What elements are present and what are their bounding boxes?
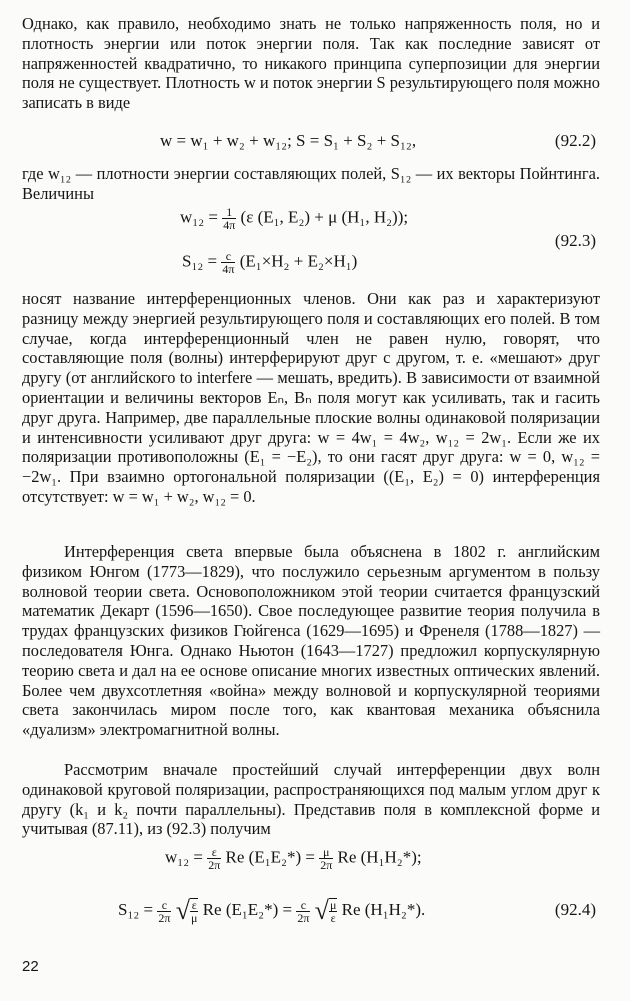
equation-92-2-body: w = w₁ + w₂ + w₁₂; S = S₁ + S₂ + S₁₂, [160,131,417,150]
paragraph-poynting: где w₁₂ — плотности энергии составляющих полей, S₁₂ — их векторы Пойнтинга. Величины [22,164,600,203]
fraction-mu-over-2pi: $\frac{\mu}{2\pi}$ [320,845,333,872]
equation-92-3-row2 [182,250,357,275]
equation-92-4-row2: S₁₂ = $\frac{c}{2\pi}$ √ $\frac{\varepsilon}{\mu}$ Re (E₁E₂*) = $\frac{c}{2\pi}$ √ $\frac{\mu}{\varepsilon}$ Re (H₁H₂*). [118,896,426,925]
paragraph-energy-intro: Однако, как правило, необходимо знать не только напряженность поля, но и плотность энергии или поток энергии поля. Так как последние зависят от напряженностей квадратично, то никакого принципа суперпозиции для энергии поля не существует. Плотность w и поток энергии S результирующего поля можно записать в виде [22,14,600,113]
eq-92-3-rhs-s12: (E₁×H₂ + E₂×H₁) [239,251,358,271]
equation-92-3-row1 [180,206,408,231]
equation-92-4-number: (92.4) [554,900,596,919]
equation-92-4-row1: w₁₂ = $\frac{\varepsilon}{2\pi}$ Re (E₁E₂*) = $\frac{\mu}{2\pi}$ Re (H₁H₂*); [165,845,422,872]
eq-92-3-lhs-w12: w₁₂ = [180,207,218,227]
fraction-c-over-2pi-a: $\frac{c}{2\pi}$ [158,897,171,925]
page-number: 22 [22,958,39,975]
fraction-1-over-4pi: $\frac{1}{4\pi}$ [223,205,236,232]
paragraph-circular-polarization: Рассмотрим вначале простейший случай интерференции двух волн одинаковой круговой поляризации, распространяющихся под малым углом друг к другу (k₁ и k₂ почти параллельны). Представив поля в комплексной форме и учитывая (87.11), из (92.3) получим [22,760,600,839]
equation-92-3 [22,204,600,284]
sqrt-eps-over-mu: $\frac{\varepsilon}{\mu}$ [191,898,198,925]
sqrt-sign-icon: √ [175,896,190,925]
equation-92-2-number: (92.2) [554,131,596,150]
equation-92-4 [22,846,600,932]
eq-92-3-lhs-s12: S₁₂ = [182,251,218,271]
fraction-c-over-2pi-b: $\frac{c}{2\pi}$ [297,897,310,925]
paragraph-interference-terms: носят название интерференционных членов. Они как раз и характеризуют разницу между энергией результирующего поля и составляющих его полей. В том случае, когда интерференционный член не равен нулю, говорят, что составляющие поля (волны) интерферируют друг с другом, т. е. «мешают» друг другу (от английского to interfere — мешать, вредить). В зависимости от взаимной ориентации и величины векторов Eₙ, Bₙ поля могут как усиливать, так и гасить друг друга. Например, две параллельные плоские волны одинаковой поляризации и интенсивности усиливают друг друга: w = 4w₁ = 4w₂, w₁₂ = 2w₁. Если же их поляризации противоположны (E₁ = −E₂), то они гасят друг друга: w = 0, w₁₂ = −2w₁. При взаимно ортогональной поляризации ((E₁, E₂) = 0) интерференция отсутствует: w = w₁ + w₂, w₁₂ = 0. [22,289,600,506]
eq-92-3-rhs-w12: (ε (E₁, E₂) + μ (H₁, H₂)); [240,207,409,227]
sqrt-sign-icon: √ [314,896,329,925]
sqrt-mu-over-eps: $\frac{\mu}{\varepsilon}$ [329,898,337,925]
equation-92-3-number: (92.3) [554,231,596,250]
fraction-c-over-4pi: $\frac{c}{4\pi}$ [222,249,235,276]
equation-92-2 [22,129,600,153]
fraction-eps-over-2pi: $\frac{\varepsilon}{2\pi}$ [208,845,221,872]
paragraph-history: Интерференция света впервые была объяснена в 1802 г. английским физиком Юнгом (1773—1829), что послужило серьезным аргументом в пользу волновой теории света. Основоположником этой теории считается французский математик Декарт (1596—1650). Свое последующее развитие теория получила в трудах французских физиков Гюйгенса (1629—1695) и Френеля (1788—1827) — последователя Юнга. Однако Ньютон (1643—1727) предложил корпускулярную теорию света и дал на ее основе описание многих известных оптических явлений. Более чем двухсотлетняя «война» между волновой и корпускулярной теориями света закончилась миром после того, как квантовая механика объяснила «дуализм» электромагнитной волны. [22,542,600,740]
